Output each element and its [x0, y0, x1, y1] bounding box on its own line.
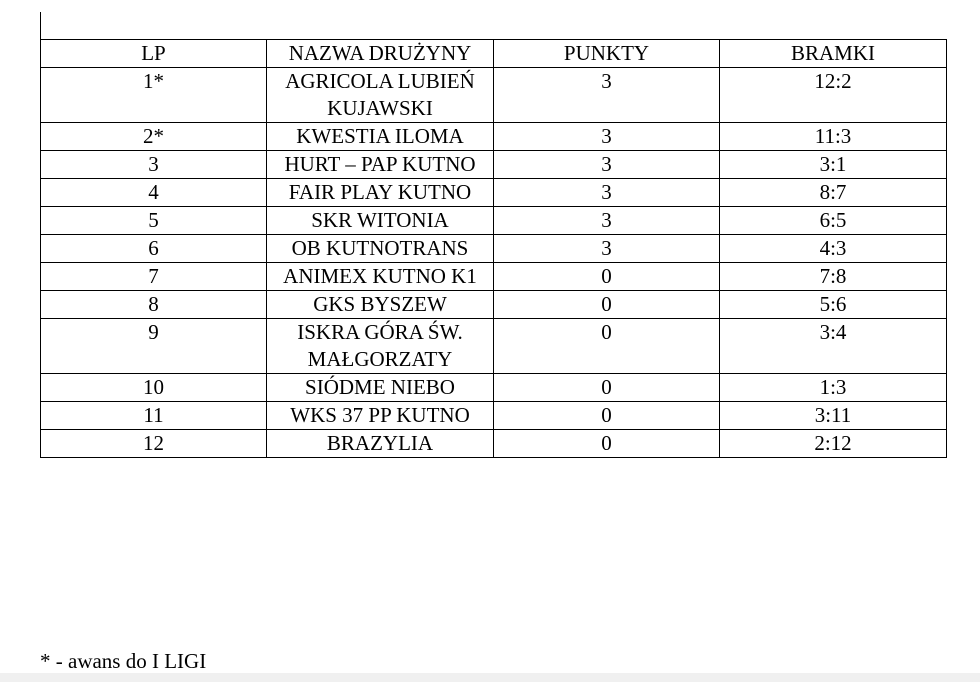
cell-lp: 3	[41, 151, 267, 179]
table-row	[41, 291, 947, 319]
table-row	[41, 263, 947, 291]
cell-goals: 3:11	[720, 402, 947, 430]
header-goals: BRAMKI	[720, 40, 947, 68]
cell-goals: 6:5	[720, 207, 947, 235]
cell-lp: 9	[41, 319, 267, 374]
cell-team-name: WKS 37 PP KUTNO	[267, 402, 494, 430]
table-row	[41, 374, 947, 402]
cell-points: 3	[494, 207, 720, 235]
table-row	[41, 179, 947, 207]
cell-points: 0	[494, 402, 720, 430]
cell-lp: 11	[41, 402, 267, 430]
cell-lp: 4	[41, 179, 267, 207]
table-row	[41, 402, 947, 430]
cell-points: 0	[494, 374, 720, 402]
table-row	[41, 430, 947, 458]
cell-points: 3	[494, 68, 720, 123]
cell-lp: 2*	[41, 123, 267, 151]
cell-lp: 5	[41, 207, 267, 235]
header-lp: LP	[41, 40, 267, 68]
cell-team-name: GKS BYSZEW	[267, 291, 494, 319]
header-points: PUNKTY	[494, 40, 720, 68]
table-row	[41, 207, 947, 235]
cell-goals: 1:3	[720, 374, 947, 402]
cell-team-name: SKR WITONIA	[267, 207, 494, 235]
text-cursor	[40, 12, 41, 40]
cell-goals: 3:4	[720, 319, 947, 374]
cell-team-name: ANIMEX KUTNO K1	[267, 263, 494, 291]
cell-lp: 7	[41, 263, 267, 291]
cell-goals: 2:12	[720, 430, 947, 458]
table-row	[41, 235, 947, 263]
cell-lp: 6	[41, 235, 267, 263]
cell-goals: 5:6	[720, 291, 947, 319]
cell-team-name: SIÓDME NIEBO	[267, 374, 494, 402]
cell-team-name: FAIR PLAY KUTNO	[267, 179, 494, 207]
cell-points: 3	[494, 151, 720, 179]
header-row	[41, 40, 947, 68]
cell-goals: 12:2	[720, 68, 947, 123]
cell-points: 0	[494, 291, 720, 319]
table-row	[41, 151, 947, 179]
cell-points: 3	[494, 235, 720, 263]
cell-points: 3	[494, 123, 720, 151]
cell-team-name: BRAZYLIA	[267, 430, 494, 458]
standings-table	[40, 39, 947, 458]
cell-goals: 4:3	[720, 235, 947, 263]
cell-points: 0	[494, 430, 720, 458]
cell-team-name: AGRICOLA LUBIEŃ KUJAWSKI	[267, 68, 494, 123]
cell-lp: 1*	[41, 68, 267, 123]
cell-team-name: KWESTIA ILOMA	[267, 123, 494, 151]
window-bottom-edge	[0, 673, 980, 682]
footnote: * - awans do I LIGI	[40, 649, 207, 673]
cell-points: 3	[494, 179, 720, 207]
cell-lp: 12	[41, 430, 267, 458]
cell-lp: 10	[41, 374, 267, 402]
table-row	[41, 123, 947, 151]
cell-points: 0	[494, 263, 720, 291]
cell-team-name: OB KUTNOTRANS	[267, 235, 494, 263]
table-row	[41, 319, 947, 374]
cell-goals: 11:3	[720, 123, 947, 151]
cell-goals: 8:7	[720, 179, 947, 207]
cell-lp: 8	[41, 291, 267, 319]
cell-team-name: ISKRA GÓRA ŚW. MAŁGORZATY	[267, 319, 494, 374]
table-row	[41, 68, 947, 123]
cell-points: 0	[494, 319, 720, 374]
cell-goals: 7:8	[720, 263, 947, 291]
cell-team-name: HURT – PAP KUTNO	[267, 151, 494, 179]
header-team-name: NAZWA DRUŻYNY	[267, 40, 494, 68]
cell-goals: 3:1	[720, 151, 947, 179]
